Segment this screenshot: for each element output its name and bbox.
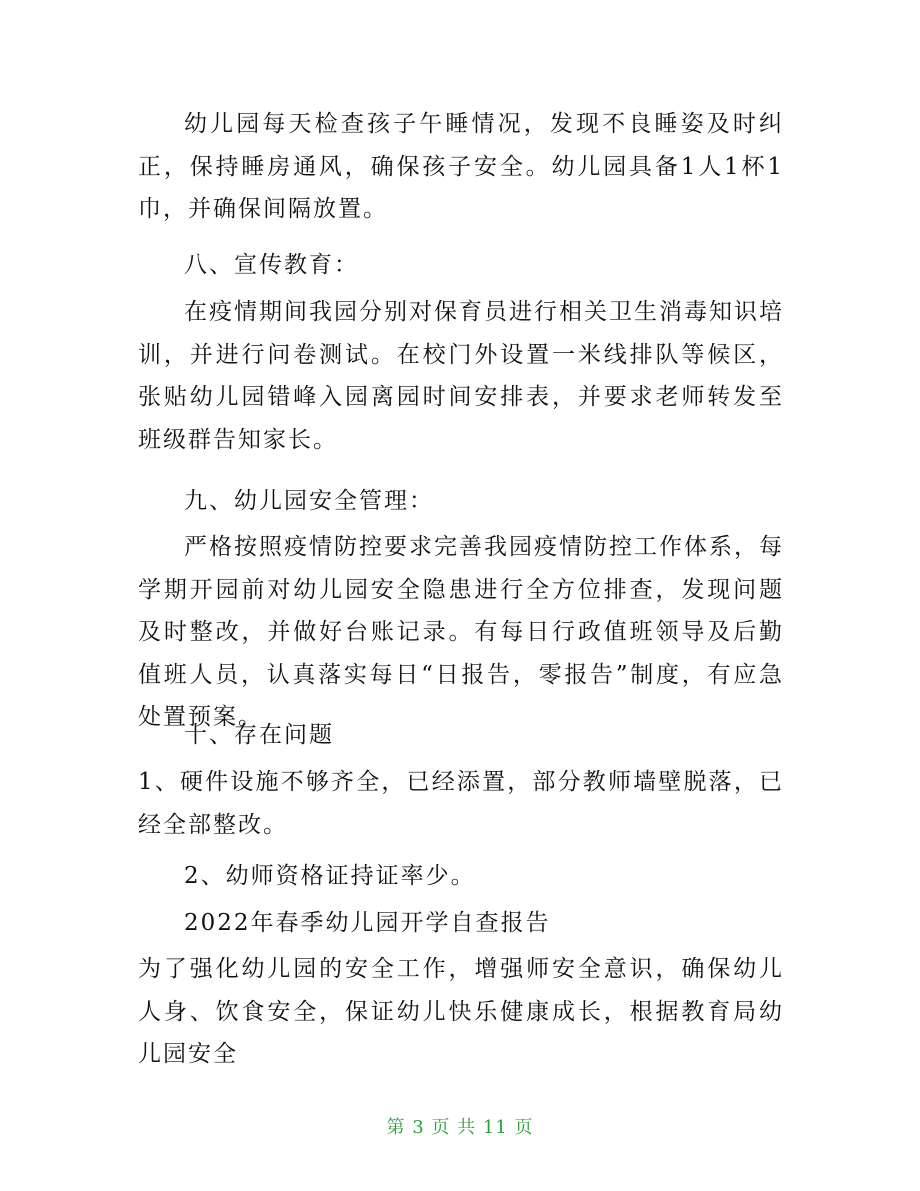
- heading-text: 九、幼儿园安全管理：: [184, 488, 434, 514]
- issue-text: 1、硬件设施不够齐全，已经添置，部分教师墙壁脱落，已经全部整改。: [138, 769, 784, 838]
- paragraph-publicity: [138, 291, 784, 461]
- paragraph-text: 幼儿园每天检查孩子午睡情况，发现不良睡姿及时纠正，保持睡房通风，确保孩子安全。幼儿园具备1人1杯1巾，并确保间隔放置。: [138, 111, 784, 222]
- title-text: 2022年春季幼儿园开学自查报告: [184, 910, 551, 936]
- report-title: [138, 902, 784, 945]
- paragraph-text: 在疫情期间我园分别对保育员进行相关卫生消毒知识培训，并进行问卷测试。在校门外设置一米线排队等候区，张贴幼儿园错峰入园离园时间安排表，并要求老师转发至班级群告知家长。: [138, 299, 784, 453]
- section-heading-8: [138, 244, 784, 287]
- paragraph-text: 严格按照疫情防控要求完善我园疫情防控工作体系，每学期开园前对幼儿园安全隐患进行全方位排查，发现问题及时整改，并做好台账记录。有每日行政值班领导及后勤值班人员，认真落实每日“日报告，零报告”制度，有应急处置预案。: [138, 534, 784, 730]
- section-heading-9: [138, 480, 784, 523]
- heading-text: 八、宣传教育：: [184, 252, 359, 278]
- section-heading-10: [138, 714, 784, 757]
- paragraph-nap-check: [138, 103, 784, 231]
- paragraph-text: 为了强化幼儿园的安全工作，增强师安全意识，确保幼儿人身、饮食安全，保证幼儿快乐健康成长，根据教育局幼儿园安全: [138, 956, 784, 1067]
- issue-text: 2、幼师资格证持证率少。: [184, 863, 476, 889]
- page-number-footer: 第 3 页 共 11 页: [386, 1117, 534, 1138]
- issue-item-1: [138, 761, 784, 846]
- issue-item-2: [138, 855, 784, 898]
- paragraph-intro: [138, 948, 784, 1076]
- heading-text: 十、存在问题: [184, 722, 334, 748]
- paragraph-safety-management: [138, 526, 784, 739]
